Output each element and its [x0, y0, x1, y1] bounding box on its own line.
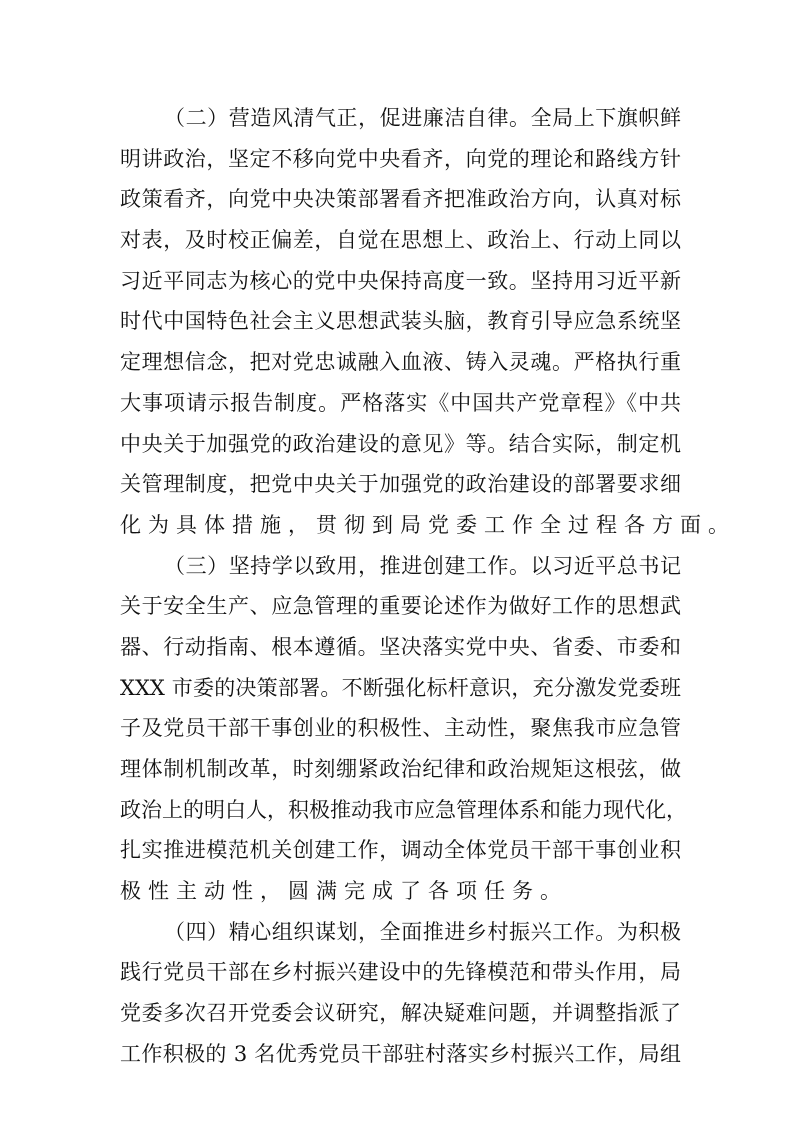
text-line: （四）精心组织谋划，全面推进乡村振兴工作。为积极	[164, 919, 681, 944]
text-line: 党委多次召开党委会议研究，解决疑难问题，并调整指派了	[120, 1001, 681, 1026]
text-line: 中央关于加强党的政治建设的意见》等。结合实际，制定机	[120, 431, 681, 456]
text-line: 政治上的明白人，积极推动我市应急管理体系和能力现代化，	[120, 797, 687, 822]
text-line: 扎实推进模范机关创建工作，调动全体党员干部干事创业积	[120, 838, 681, 863]
text-line: 子及党员干部干事创业的积极性、主动性，聚焦我市应急管	[120, 716, 681, 741]
text-line: 化为具体措施，贯彻到局党委工作全过程各方面。	[120, 512, 736, 537]
text-line: 关管理制度，把党中央关于加强党的政治建设的部署要求细	[120, 472, 681, 497]
text-line: 政策看齐，向党中央决策部署看齐把准政治方向，认真对标	[120, 187, 681, 212]
text-line: 极性主动性，圆满完成了各项任务。	[120, 879, 568, 904]
text-line: 定理想信念，把对党忠诚融入血液、铸入灵魂。严格执行重	[120, 350, 681, 375]
text-line: 对表，及时校正偏差，自觉在思想上、政治上、行动上同以	[120, 228, 681, 253]
text-line: 时代中国特色社会主义思想武装头脑，教育引导应急系统坚	[120, 309, 681, 334]
text-line: （二）营造风清气正，促进廉洁自律。全局上下旗帜鲜	[164, 106, 681, 130]
text-line: XXX 市委的决策部署。不断强化标杆意识，充分激发党委班	[120, 675, 681, 700]
text-line: 明讲政治，坚定不移向党中央看齐，向党的理论和路线方针	[120, 146, 681, 171]
text-line: 习近平同志为核心的党中央保持高度一致。坚持用习近平新	[120, 268, 681, 293]
text-line: 理体制机制改革，时刻绷紧政治纪律和政治规矩这根弦，做	[120, 757, 681, 781]
text-line: （三）坚持学以致用，推进创建工作。以习近平总书记	[164, 553, 681, 578]
text-line: 工作积极的 3 名优秀党员干部驻村落实乡村振兴工作，局组	[120, 1041, 681, 1066]
text-line: 关于安全生产、应急管理的重要论述作为做好工作的思想武	[120, 594, 681, 619]
document-page	[120, 98, 736, 1075]
text-line: 器、行动指南、根本遵循。坚决落实党中央、省委、市委和	[120, 634, 681, 659]
text-line: 践行党员干部在乡村振兴建设中的先锋模范和带头作用，局	[120, 960, 681, 985]
text-line: 大事项请示报告制度。严格落实《中国共产党章程》《中共	[120, 390, 681, 415]
